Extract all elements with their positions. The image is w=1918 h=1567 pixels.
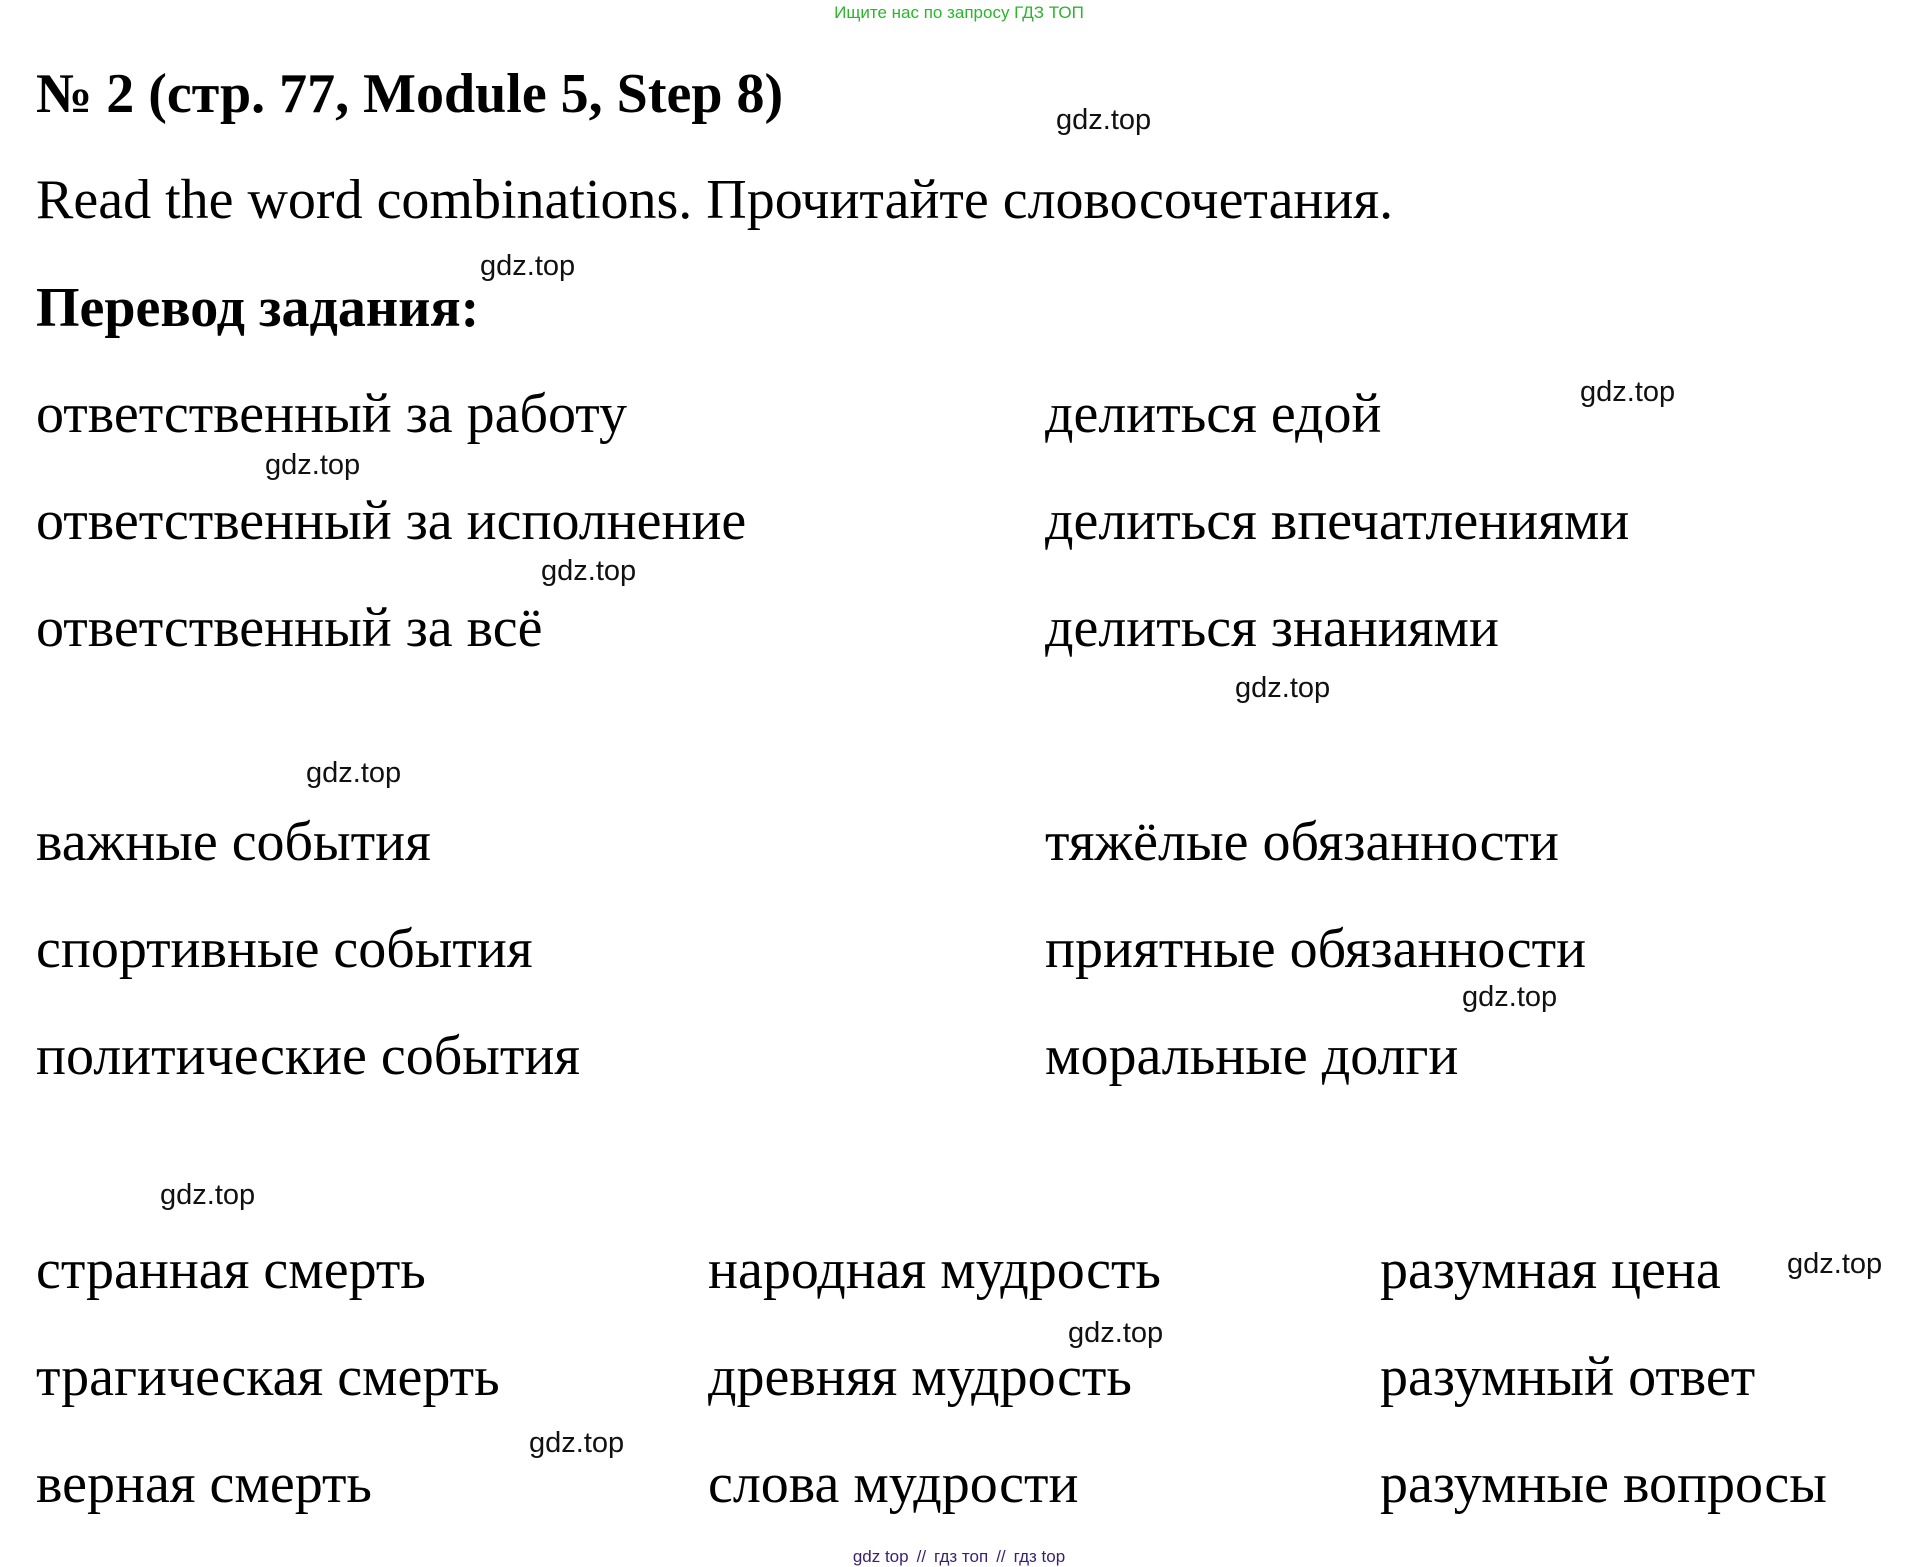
footer-link[interactable]: гдз top — [1013, 1547, 1066, 1566]
phrase-item: разумный ответ — [1380, 1346, 1756, 1408]
top-banner: Ищите нас по запросу ГДЗ ТОП — [834, 3, 1084, 22]
phrase-item: народная мудрость — [708, 1239, 1161, 1301]
footer-separator: // — [916, 1547, 927, 1566]
phrase-item: делиться едой — [1045, 383, 1382, 445]
footer-link[interactable]: gdz top — [852, 1547, 909, 1566]
watermark-text: gdz.top — [1056, 104, 1152, 136]
phrase-item: разумные вопросы — [1380, 1453, 1827, 1515]
task-instruction: Read the word combinations. Прочитайте словосочетания. — [36, 169, 1394, 231]
page-title: № 2 (стр. 77, Module 5, Step 8) — [36, 63, 784, 125]
watermark-text: gdz.top — [541, 555, 637, 587]
footer-links — [0, 1547, 1918, 1567]
phrase-item: древняя мудрость — [708, 1346, 1132, 1408]
phrase-item: ответственный за работу — [36, 383, 628, 445]
phrase-item: делиться знаниями — [1045, 597, 1499, 659]
watermark-text: gdz.top — [306, 757, 402, 789]
phrase-item: ответственный за исполнение — [36, 490, 747, 552]
phrase-item: приятные обязанности — [1045, 918, 1587, 980]
phrase-item: разумная цена — [1380, 1239, 1721, 1301]
watermark-text: gdz.top — [1068, 1317, 1164, 1349]
phrase-item: важные события — [36, 811, 431, 873]
watermark-text: gdz.top — [1580, 376, 1676, 408]
translation-heading: Перевод задания: — [36, 277, 480, 339]
phrase-item: ответственный за всё — [36, 597, 543, 659]
watermark-text: gdz.top — [1462, 981, 1558, 1013]
phrase-item: верная смерть — [36, 1453, 372, 1515]
watermark-text: gdz.top — [1235, 672, 1331, 704]
watermark-text: gdz.top — [529, 1427, 625, 1459]
footer-separator: // — [996, 1547, 1006, 1566]
footer-link[interactable]: гдз топ — [934, 1547, 989, 1566]
phrase-item: спортивные события — [36, 918, 533, 980]
phrase-item: трагическая смерть — [36, 1346, 500, 1408]
phrase-item: политические события — [36, 1025, 581, 1087]
watermark-text: gdz.top — [480, 250, 576, 282]
watermark-text: gdz.top — [265, 449, 361, 481]
phrase-item: моральные долги — [1045, 1025, 1459, 1087]
phrase-item: делиться впечатлениями — [1045, 490, 1630, 552]
watermark-text: gdz.top — [160, 1179, 256, 1211]
phrase-item: странная смерть — [36, 1239, 426, 1301]
watermark-text: gdz.top — [1787, 1248, 1883, 1280]
phrase-item: слова мудрости — [708, 1453, 1079, 1515]
phrase-item: тяжёлые обязанности — [1045, 811, 1559, 873]
